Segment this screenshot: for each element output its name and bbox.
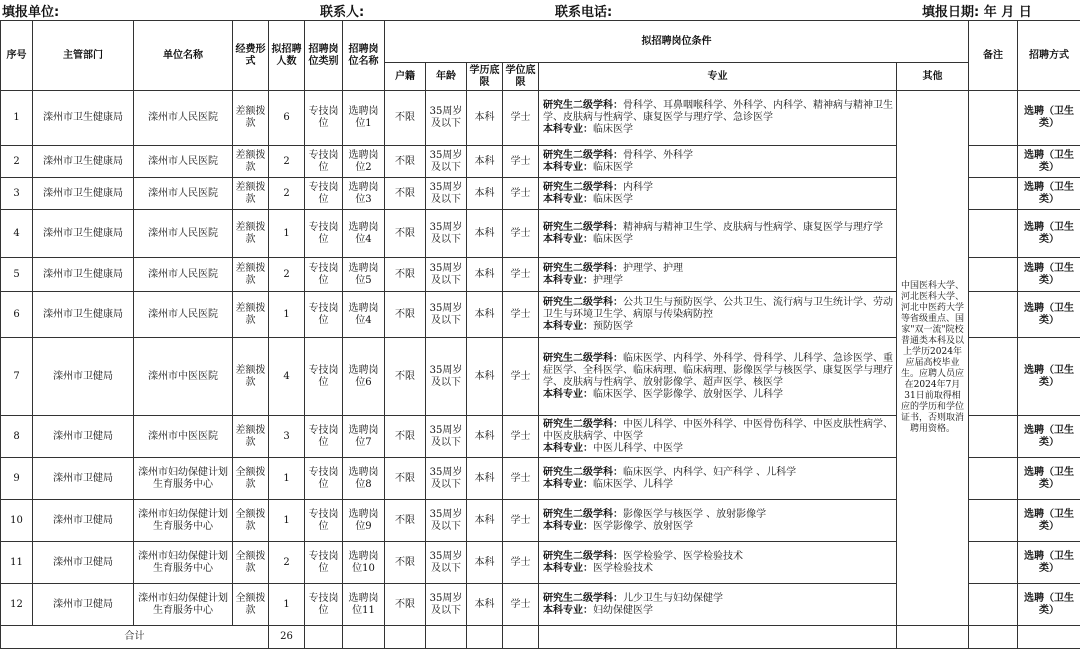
cell-dept: 滦州市卫生健康局 [33, 210, 134, 258]
cell-post: 选聘岗位10 [343, 542, 385, 584]
cell-major [539, 210, 897, 258]
date-label: 填报日期: 年 月 日 [922, 5, 1032, 20]
ug-majors: 中医儿科学、中医学 [593, 442, 683, 454]
cell-unit: 滦州市妇幼保健计划生育服务中心 [134, 458, 233, 500]
contact-label: 联系人: [320, 5, 365, 20]
ug-label: 本科专业： [543, 442, 593, 454]
cell-note [969, 338, 1018, 416]
col-seq: 序号 [1, 21, 33, 91]
cell-method: 选聘（卫生类） [1018, 91, 1080, 146]
cell-unit: 滦州市妇幼保健计划生育服务中心 [134, 584, 233, 626]
cell-note [969, 500, 1018, 542]
cell-post: 选聘岗位11 [343, 584, 385, 626]
cell-edu: 本科 [467, 458, 503, 500]
cell-age: 35周岁及以下 [426, 292, 467, 338]
ug-label: 本科专业： [543, 193, 593, 205]
cell-hukou: 不限 [385, 458, 426, 500]
cell-degree: 学士 [503, 258, 539, 292]
cell-category: 专技岗位 [305, 258, 343, 292]
total-count: 26 [269, 626, 305, 649]
cell-method: 选聘（卫生类） [1018, 416, 1080, 458]
cell-edu: 本科 [467, 500, 503, 542]
cell-edu: 本科 [467, 258, 503, 292]
grad-majors: 精神病与精神卫生学、皮肤病与性病学、康复医学与理疗学 [623, 221, 883, 233]
cell-post: 选聘岗位4 [343, 210, 385, 258]
cell-age: 35周岁及以下 [426, 91, 467, 146]
cell-degree: 学士 [503, 210, 539, 258]
cell-category: 专技岗位 [305, 584, 343, 626]
grad-label: 研究生二级学科： [543, 296, 623, 308]
ug-majors: 临床医学、儿科学 [593, 478, 673, 490]
cell-unit: 滦州市中医医院 [134, 416, 233, 458]
cell-degree: 学士 [503, 500, 539, 542]
ug-label: 本科专业： [543, 478, 593, 490]
cell-other: 中国医科大学、河北医科大学、河北中医药大学等省级重点、国家"双一流"院校普通类本科及以上学历2024年应届高校毕业生。应聘人员应在2024年7月31日前取得相应的学历和学位证书，否则取消聘用资格。 [897, 91, 969, 626]
ug-majors: 临床医学 [593, 124, 633, 135]
grad-majors: 影像医学与核医学 、放射影像学 [623, 508, 767, 520]
cell-seq: 10 [1, 500, 33, 542]
ug-label: 本科专业： [543, 520, 593, 532]
cell-degree: 学士 [503, 91, 539, 146]
grad-label: 研究生二级学科： [543, 550, 623, 562]
cell-funding: 差额拨款 [233, 178, 269, 210]
cell-age: 35周岁及以下 [426, 458, 467, 500]
col-note: 备注 [969, 21, 1018, 91]
cell-funding: 差额拨款 [233, 210, 269, 258]
cell-age: 35周岁及以下 [426, 258, 467, 292]
grad-majors: 骨科学、耳鼻咽喉科学、外科学、内科学、精神病与精神卫生学、皮肤病与性病学、康复医学与理疗学、急诊医学 [543, 100, 893, 123]
ug-label: 本科专业： [543, 233, 593, 245]
cell-method: 选聘（卫生类） [1018, 178, 1080, 210]
grad-label: 研究生二级学科： [543, 181, 623, 193]
cell-seq: 7 [1, 338, 33, 416]
cell-hukou: 不限 [385, 292, 426, 338]
phone-label: 联系电话: [555, 5, 613, 20]
form-header [0, 0, 1080, 20]
cell-seq: 1 [1, 91, 33, 146]
grad-majors: 医学检验学、医学检验技术 [623, 550, 743, 562]
cell-hukou: 不限 [385, 210, 426, 258]
cell-unit: 滦州市人民医院 [134, 146, 233, 178]
ug-majors: 临床医学 [593, 193, 633, 205]
cell-note [969, 258, 1018, 292]
grad-label: 研究生二级学科： [543, 508, 623, 520]
grad-majors: 临床医学、内科学、妇产科学 、儿科学 [623, 466, 797, 478]
cell-dept: 滦州市卫健局 [33, 338, 134, 416]
cell-post: 选聘岗位8 [343, 458, 385, 500]
cell-category: 专技岗位 [305, 210, 343, 258]
cell-post: 选聘岗位1 [343, 91, 385, 146]
cell-category: 专技岗位 [305, 338, 343, 416]
cell-major [539, 178, 897, 210]
cell-note [969, 292, 1018, 338]
cell-dept: 滦州市卫生健康局 [33, 292, 134, 338]
cell-hukou: 不限 [385, 146, 426, 178]
cell-edu: 本科 [467, 292, 503, 338]
cell-method: 选聘（卫生类） [1018, 146, 1080, 178]
cell-seq: 3 [1, 178, 33, 210]
cell-degree: 学士 [503, 542, 539, 584]
col-unit: 单位名称 [134, 21, 233, 91]
cell-category: 专技岗位 [305, 458, 343, 500]
cell-age: 35周岁及以下 [426, 210, 467, 258]
cell-degree: 学士 [503, 584, 539, 626]
cell-age: 35周岁及以下 [426, 542, 467, 584]
cell-age: 35周岁及以下 [426, 416, 467, 458]
cell-unit: 滦州市人民医院 [134, 210, 233, 258]
cell-count: 2 [269, 178, 305, 210]
cell-degree: 学士 [503, 458, 539, 500]
cell-funding: 差额拨款 [233, 416, 269, 458]
cell-unit: 滦州市妇幼保健计划生育服务中心 [134, 500, 233, 542]
cell-major [539, 542, 897, 584]
ug-majors: 临床医学、医学影像学、放射医学、儿科学 [593, 388, 783, 400]
cell-major [539, 292, 897, 338]
cell-method: 选聘（卫生类） [1018, 338, 1080, 416]
cell-count: 1 [269, 292, 305, 338]
col-degree: 学位底限 [503, 63, 539, 91]
ug-label: 本科专业： [543, 124, 593, 135]
cell-funding: 全额拨款 [233, 458, 269, 500]
cell-method: 选聘（卫生类） [1018, 542, 1080, 584]
grad-majors: 骨科学、外科学 [623, 149, 693, 161]
col-method: 招聘方式 [1018, 21, 1080, 91]
cell-post: 选聘岗位4 [343, 292, 385, 338]
cell-major [539, 146, 897, 178]
cell-edu: 本科 [467, 416, 503, 458]
cell-hukou: 不限 [385, 542, 426, 584]
cell-unit: 滦州市人民医院 [134, 91, 233, 146]
cell-note [969, 91, 1018, 146]
cell-category: 专技岗位 [305, 416, 343, 458]
cell-funding: 差额拨款 [233, 91, 269, 146]
cell-category: 专技岗位 [305, 292, 343, 338]
cell-edu: 本科 [467, 338, 503, 416]
grad-label: 研究生二级学科： [543, 221, 623, 233]
cell-count: 3 [269, 416, 305, 458]
grad-majors: 中医儿科学、中医外科学、中医骨伤科学、中医皮肤性病学、中医皮肤病学、中医学 [543, 418, 893, 442]
cell-note [969, 416, 1018, 458]
cell-seq: 8 [1, 416, 33, 458]
col-hukou: 户籍 [385, 63, 426, 91]
ug-majors: 妇幼保健医学 [593, 604, 653, 616]
ug-majors: 护理学 [593, 274, 623, 286]
cell-seq: 2 [1, 146, 33, 178]
cell-funding: 全额拨款 [233, 584, 269, 626]
grad-label: 研究生二级学科： [543, 466, 623, 478]
grad-label: 研究生二级学科： [543, 418, 623, 430]
grad-majors: 临床医学、内科学、外科学、骨科学、儿科学、急诊医学、重症医学、全科医学、临床病理、临床病理、影像医学与核医学、康复医学与理疗学、皮肤病与性病学、放射影像学、超声医学、核医学 [543, 352, 893, 388]
total-label: 合计 [1, 626, 269, 649]
cell-note [969, 178, 1018, 210]
grad-label: 研究生二级学科： [543, 352, 623, 364]
cell-dept: 滦州市卫健局 [33, 584, 134, 626]
cell-funding: 全额拨款 [233, 542, 269, 584]
cell-funding: 差额拨款 [233, 292, 269, 338]
ug-label: 本科专业： [543, 604, 593, 616]
cell-post: 选聘岗位3 [343, 178, 385, 210]
cell-seq: 11 [1, 542, 33, 584]
total-row [1, 626, 1080, 649]
cell-hukou: 不限 [385, 178, 426, 210]
cell-seq: 9 [1, 458, 33, 500]
cell-dept: 滦州市卫生健康局 [33, 91, 134, 146]
cell-hukou: 不限 [385, 584, 426, 626]
cell-age: 35周岁及以下 [426, 500, 467, 542]
cell-edu: 本科 [467, 146, 503, 178]
cell-category: 专技岗位 [305, 146, 343, 178]
cell-unit: 滦州市中医医院 [134, 338, 233, 416]
col-funding: 经费形式 [233, 21, 269, 91]
col-major: 专业 [539, 63, 897, 91]
cell-major [539, 458, 897, 500]
cell-degree: 学士 [503, 338, 539, 416]
ug-majors: 临床医学 [593, 161, 633, 173]
table-row [1, 91, 1080, 146]
cell-hukou: 不限 [385, 500, 426, 542]
cell-hukou: 不限 [385, 416, 426, 458]
col-dept: 主管部门 [33, 21, 134, 91]
cell-unit: 滦州市人民医院 [134, 292, 233, 338]
cell-unit: 滦州市人民医院 [134, 258, 233, 292]
grad-majors: 护理学、护理 [623, 262, 683, 274]
grad-label: 研究生二级学科： [543, 100, 623, 111]
cell-seq: 12 [1, 584, 33, 626]
cell-count: 4 [269, 338, 305, 416]
cell-note [969, 146, 1018, 178]
cell-method: 选聘（卫生类） [1018, 210, 1080, 258]
cell-note [969, 542, 1018, 584]
cell-hukou: 不限 [385, 338, 426, 416]
cell-major [539, 338, 897, 416]
cell-edu: 本科 [467, 178, 503, 210]
cell-dept: 滦州市卫健局 [33, 500, 134, 542]
cell-note [969, 584, 1018, 626]
cell-degree: 学士 [503, 178, 539, 210]
cell-major [539, 91, 897, 146]
cell-note [969, 210, 1018, 258]
cell-count: 2 [269, 146, 305, 178]
ug-label: 本科专业： [543, 388, 593, 400]
col-post: 招聘岗位名称 [343, 21, 385, 91]
cell-method: 选聘（卫生类） [1018, 584, 1080, 626]
cell-age: 35周岁及以下 [426, 178, 467, 210]
cell-method: 选聘（卫生类） [1018, 258, 1080, 292]
cell-method: 选聘（卫生类） [1018, 292, 1080, 338]
cell-category: 专技岗位 [305, 542, 343, 584]
grad-label: 研究生二级学科： [543, 262, 623, 274]
cell-major [539, 584, 897, 626]
cell-count: 6 [269, 91, 305, 146]
cell-age: 35周岁及以下 [426, 146, 467, 178]
cell-major [539, 500, 897, 542]
col-edu: 学历底限 [467, 63, 503, 91]
cell-major [539, 258, 897, 292]
ug-label: 本科专业： [543, 161, 593, 173]
cell-category: 专技岗位 [305, 500, 343, 542]
cell-category: 专技岗位 [305, 178, 343, 210]
cell-degree: 学士 [503, 416, 539, 458]
unit-label: 填报单位: [2, 5, 60, 20]
col-other: 其他 [897, 63, 969, 91]
col-category: 招聘岗位类别 [305, 21, 343, 91]
cell-count: 1 [269, 458, 305, 500]
grad-majors: 内科学 [623, 181, 653, 193]
cell-note [969, 458, 1018, 500]
grad-label: 研究生二级学科： [543, 592, 623, 604]
cell-count: 1 [269, 210, 305, 258]
cell-post: 选聘岗位5 [343, 258, 385, 292]
cell-seq: 5 [1, 258, 33, 292]
cell-method: 选聘（卫生类） [1018, 500, 1080, 542]
cell-seq: 4 [1, 210, 33, 258]
ug-label: 本科专业： [543, 562, 593, 574]
cell-post: 选聘岗位9 [343, 500, 385, 542]
cell-method: 选聘（卫生类） [1018, 458, 1080, 500]
cell-dept: 滦州市卫生健康局 [33, 146, 134, 178]
grad-label: 研究生二级学科： [543, 149, 623, 161]
cell-edu: 本科 [467, 542, 503, 584]
cell-seq: 6 [1, 292, 33, 338]
cell-unit: 滦州市妇幼保健计划生育服务中心 [134, 542, 233, 584]
ug-majors: 医学影像学、放射医学 [593, 520, 693, 532]
cell-unit: 滦州市人民医院 [134, 178, 233, 210]
cell-funding: 差额拨款 [233, 146, 269, 178]
ug-label: 本科专业： [543, 274, 593, 286]
cell-edu: 本科 [467, 91, 503, 146]
cell-edu: 本科 [467, 210, 503, 258]
cell-funding: 差额拨款 [233, 338, 269, 416]
cell-dept: 滦州市卫生健康局 [33, 178, 134, 210]
cell-hukou: 不限 [385, 258, 426, 292]
cell-dept: 滦州市卫健局 [33, 416, 134, 458]
grad-majors: 儿少卫生与妇幼保健学 [623, 592, 723, 604]
cell-edu: 本科 [467, 584, 503, 626]
cell-post: 选聘岗位2 [343, 146, 385, 178]
col-age: 年龄 [426, 63, 467, 91]
ug-majors: 预防医学 [593, 320, 633, 332]
cell-count: 1 [269, 584, 305, 626]
cell-funding: 差额拨款 [233, 258, 269, 292]
recruitment-table [0, 20, 1080, 649]
col-count: 拟招聘人数 [269, 21, 305, 91]
cell-post: 选聘岗位7 [343, 416, 385, 458]
cell-count: 2 [269, 258, 305, 292]
cell-dept: 滦州市卫健局 [33, 542, 134, 584]
grad-majors: 公共卫生与预防医学、公共卫生、流行病与卫生统计学、劳动卫生与环境卫生学、病原与传染病防控 [543, 296, 893, 320]
ug-label: 本科专业： [543, 320, 593, 332]
cell-dept: 滦州市卫健局 [33, 458, 134, 500]
cell-major [539, 416, 897, 458]
ug-majors: 医学检验技术 [593, 562, 653, 574]
ug-majors: 临床医学 [593, 233, 633, 245]
col-conditions: 拟招聘岗位条件 [385, 21, 969, 63]
cell-dept: 滦州市卫生健康局 [33, 258, 134, 292]
cell-count: 1 [269, 500, 305, 542]
cell-category: 专技岗位 [305, 91, 343, 146]
cell-count: 2 [269, 542, 305, 584]
cell-age: 35周岁及以下 [426, 584, 467, 626]
cell-degree: 学士 [503, 146, 539, 178]
cell-age: 35周岁及以下 [426, 338, 467, 416]
cell-post: 选聘岗位6 [343, 338, 385, 416]
cell-funding: 全额拨款 [233, 500, 269, 542]
cell-hukou: 不限 [385, 91, 426, 146]
cell-degree: 学士 [503, 292, 539, 338]
